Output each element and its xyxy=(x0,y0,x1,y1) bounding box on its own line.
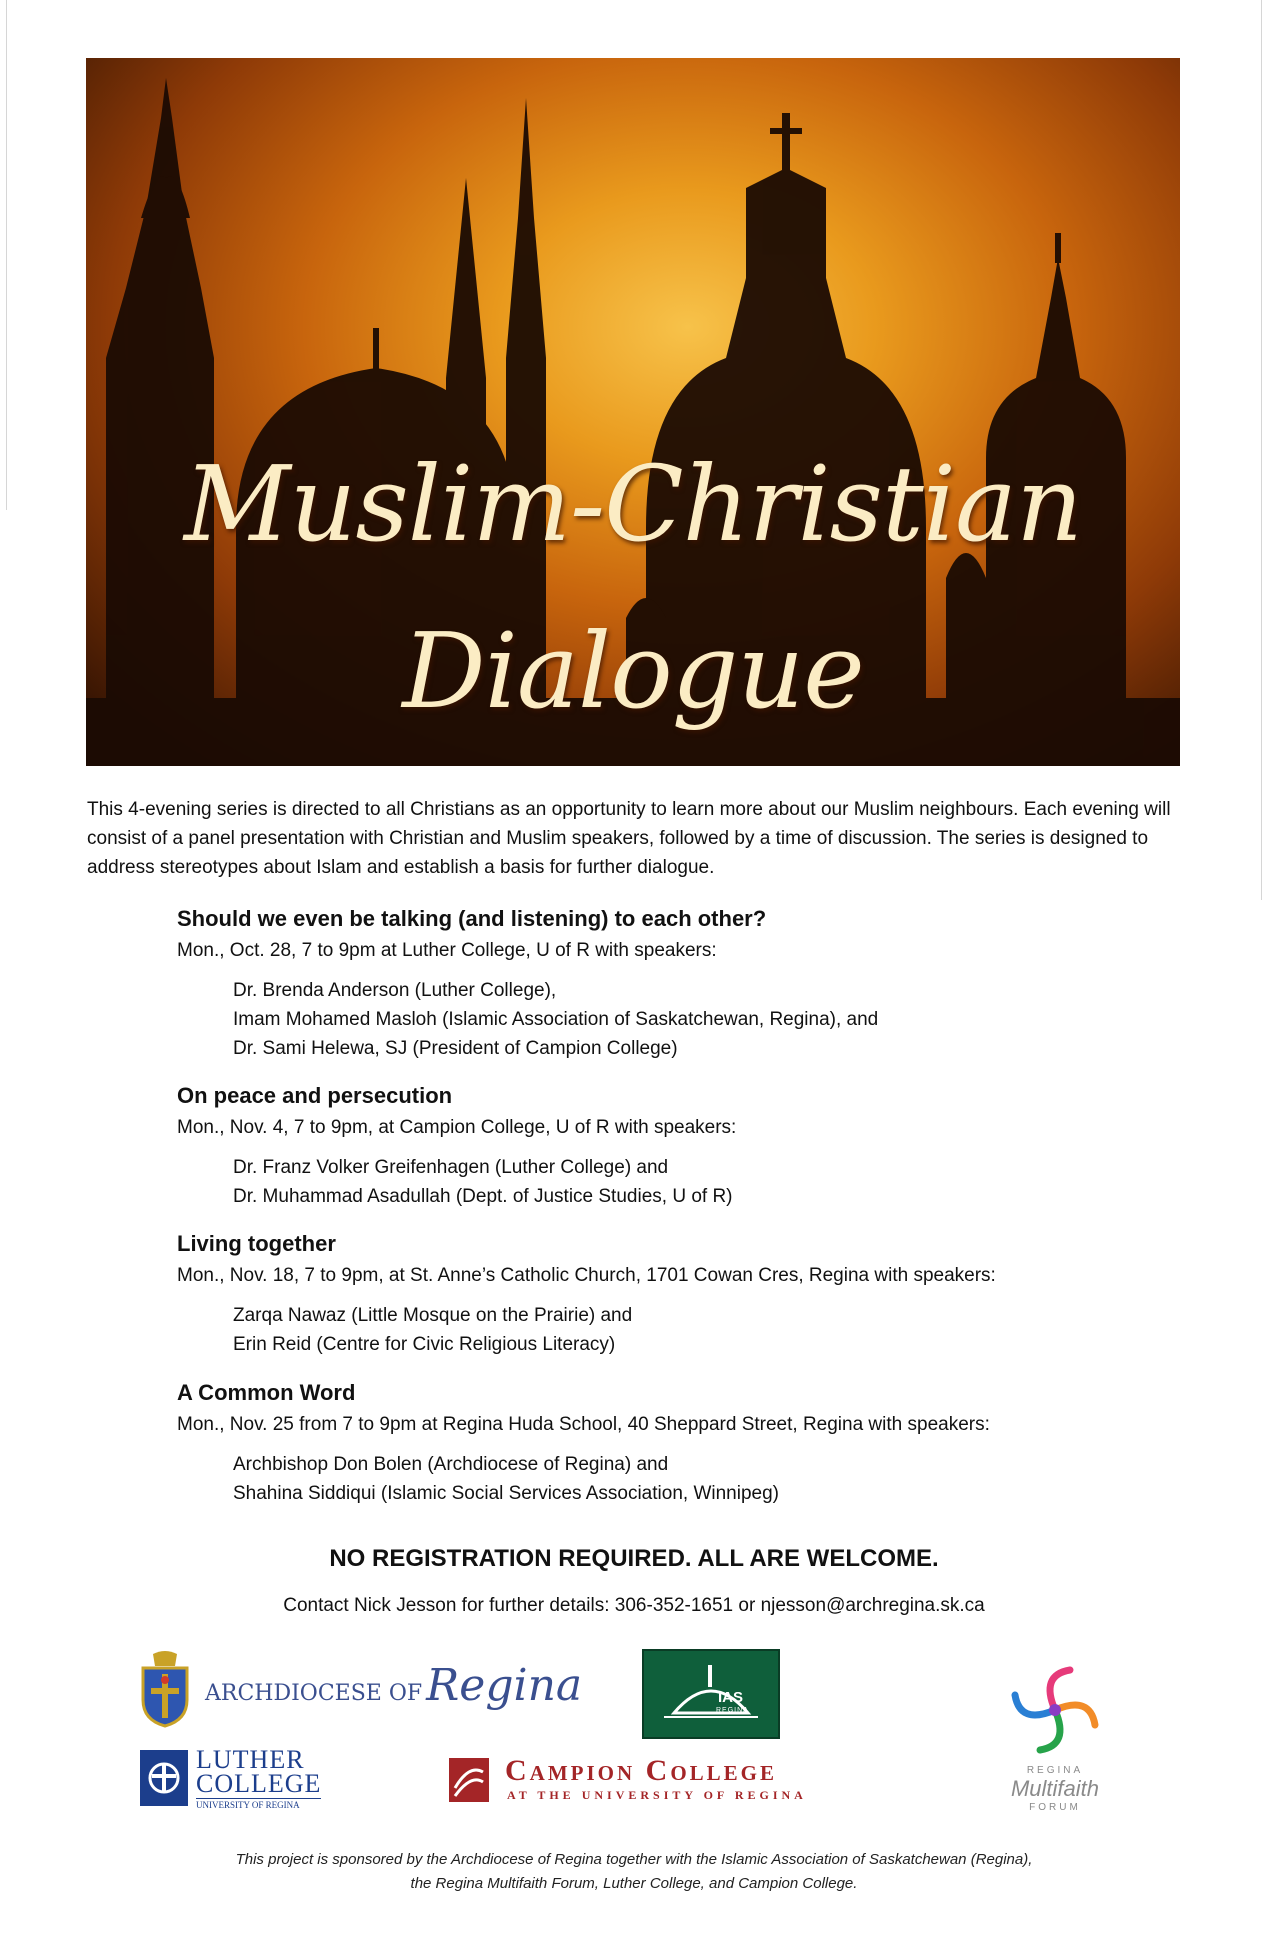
speaker-list xyxy=(233,1450,1127,1508)
event-4 xyxy=(177,1378,1127,1508)
campion-emblem-icon xyxy=(449,1758,489,1802)
mosque-icon xyxy=(644,1651,778,1737)
page-edge-right xyxy=(1261,0,1268,900)
speaker: Dr. Franz Volker Greifenhagen (Luther College) and xyxy=(233,1157,669,1178)
event-title: Should we even be talking (and listening) to each other? xyxy=(177,906,767,931)
campion-line1: Campion College xyxy=(505,1754,778,1787)
sponsor-note xyxy=(0,1848,1268,1896)
registration-notice: NO REGISTRATION REQUIRED. ALL ARE WELCOME. xyxy=(329,1545,939,1572)
event-when: Mon., Nov. 25 from 7 to 9pm at Regina Huda School, 40 Sheppard Street, Regina with speakers: xyxy=(177,1414,990,1435)
campion-line2: AT THE UNIVERSITY OF REGINA xyxy=(507,1788,807,1802)
ias-text: IAS xyxy=(718,1689,744,1706)
ias-sub: REGINA xyxy=(716,1707,749,1714)
multifaith-swirl-icon xyxy=(1000,1655,1110,1765)
page-edge-left xyxy=(0,0,7,510)
speaker: Shahina Siddiqui (Islamic Social Services Association, Winnipeg) xyxy=(233,1483,779,1504)
event-1 xyxy=(177,904,1127,1063)
multifaith-big: Multifaith xyxy=(1010,1776,1100,1801)
sponsor-line2: the Regina Multifaith Forum, Luther College, and Campion College. xyxy=(410,1875,858,1892)
speaker: Dr. Muhammad Asadullah (Dept. of Justice Studies, U of R) xyxy=(233,1186,733,1207)
multifaith-sub: FORUM xyxy=(1029,1802,1081,1813)
luther-line1: LUTHER xyxy=(196,1745,305,1774)
speaker-list xyxy=(233,1153,1127,1211)
luther-line2: COLLEGE xyxy=(196,1769,322,1798)
campion-logo-text xyxy=(505,1754,807,1803)
archdiocese-script: Regina xyxy=(426,1660,583,1711)
event-title: A Common Word xyxy=(177,1380,356,1405)
archdiocese-prefix: ARCHDIOCESE OF xyxy=(205,1681,423,1706)
speaker-list xyxy=(233,1301,1127,1359)
multifaith-logo-text xyxy=(985,1765,1125,1813)
event-3 xyxy=(177,1229,1127,1359)
speaker-list xyxy=(233,976,1127,1063)
speaker: Dr. Brenda Anderson (Luther College), xyxy=(233,980,557,1001)
speaker: Zarqa Nawaz (Little Mosque on the Prairie) and xyxy=(233,1305,633,1326)
event-when: Mon., Oct. 28, 7 to 9pm at Luther College, U of R with speakers: xyxy=(177,940,717,961)
event-when: Mon., Nov. 4, 7 to 9pm, at Campion College, U of R with speakers: xyxy=(177,1117,737,1138)
event-title: On peace and persecution xyxy=(177,1083,453,1108)
sponsor-line1: This project is sponsored by the Archdiocese of Regina together with the Islamic Association of Saskatchewan (Regina), xyxy=(235,1851,1033,1868)
speaker: Archbishop Don Bolen (Archdiocese of Regina) and xyxy=(233,1454,669,1475)
contact-line: Contact Nick Jesson for further details: 306-352-1651 or njesson@archregina.sk.ca xyxy=(283,1595,985,1616)
speaker: Dr. Sami Helewa, SJ (President of Campion College) xyxy=(233,1038,678,1059)
speaker: Erin Reid (Centre for Civic Religious Literacy) xyxy=(233,1334,616,1355)
banner-title-line2: Dialogue xyxy=(402,610,864,732)
event-2 xyxy=(177,1081,1127,1211)
archdiocese-logo-text xyxy=(205,1660,582,1711)
speaker: Imam Mohamed Masloh (Islamic Association of Saskatchewan, Regina), and xyxy=(233,1009,879,1030)
archdiocese-crest-icon xyxy=(135,1650,195,1728)
multifaith-small: REGINA xyxy=(1026,1765,1084,1776)
ias-logo xyxy=(642,1649,780,1739)
banner-title-line1: Muslim-Christian xyxy=(183,443,1083,565)
event-title: Living together xyxy=(177,1231,336,1256)
luther-emblem-icon xyxy=(140,1750,188,1806)
luther-line3: UNIVERSITY OF REGINA xyxy=(196,1798,321,1810)
banner-image xyxy=(86,58,1180,766)
luther-logo-text xyxy=(196,1745,322,1810)
event-when: Mon., Nov. 18, 7 to 9pm, at St. Anne’s Catholic Church, 1701 Cowan Cres, Regina with speakers: xyxy=(177,1265,996,1286)
intro-paragraph: This 4-evening series is directed to all Christians as an opportunity to learn more about our Muslim neighbours. Each evening will consist of a panel presentation with Christian and Muslim speakers, followed by a time of discussion. The series is designed to address stereotypes about Islam and establish a basis for further dialogue. xyxy=(87,799,1171,878)
